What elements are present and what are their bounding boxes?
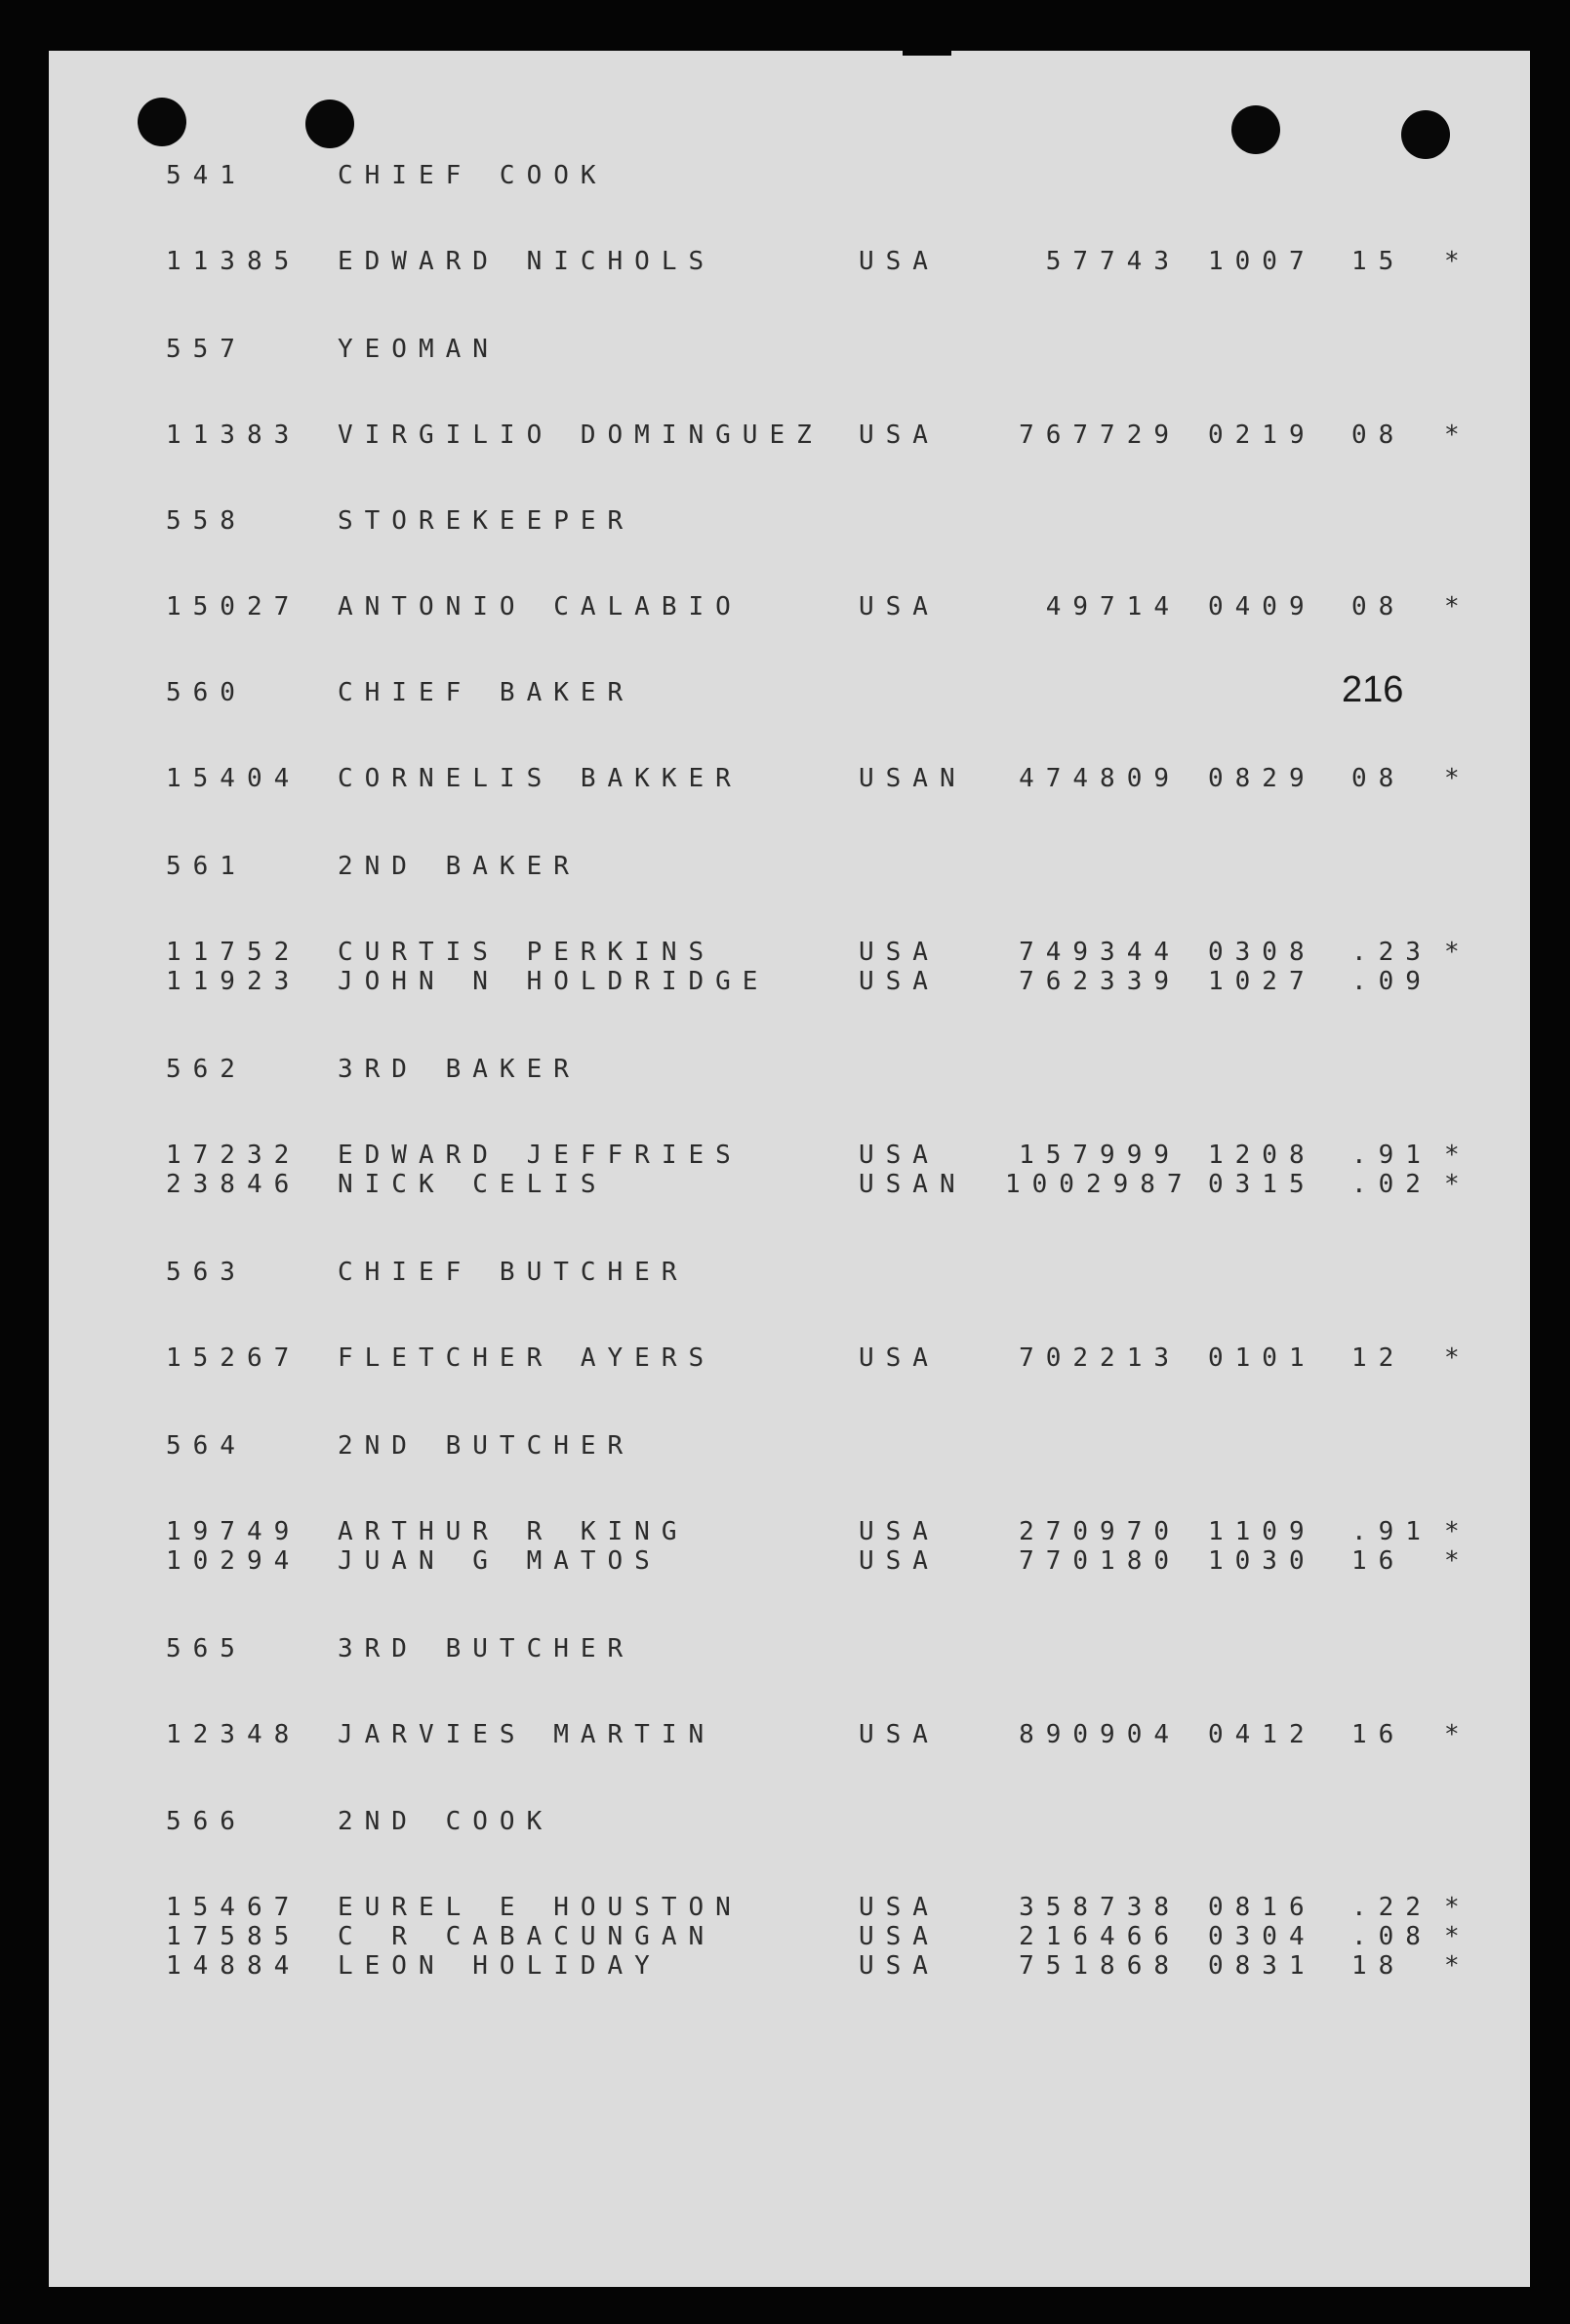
year-code: 15 xyxy=(1351,247,1406,276)
nationality: USAN xyxy=(859,1170,967,1199)
position-title: YEOMAN xyxy=(338,335,500,364)
date-code: 0308 xyxy=(1208,938,1316,967)
nationality: USA xyxy=(859,1141,940,1170)
row-mark: * xyxy=(1444,1517,1460,1546)
crew-id: 17232 xyxy=(166,1141,302,1170)
crew-id: 23846 xyxy=(166,1170,302,1199)
crew-name: EDWARD NICHOLS xyxy=(338,247,716,276)
page-number: 216 xyxy=(1342,669,1404,710)
date-code: 0829 xyxy=(1208,764,1316,793)
crew-name: EUREL E HOUSTON xyxy=(338,1893,743,1922)
crew-name: FLETCHER AYERS xyxy=(338,1343,716,1373)
row-mark: * xyxy=(1444,1893,1460,1922)
crew-id: 19749 xyxy=(166,1517,302,1546)
crew-name: LEON HOLIDAY xyxy=(338,1951,662,1981)
row-mark: * xyxy=(1444,764,1460,793)
nationality: USA xyxy=(859,967,940,996)
punch-hole xyxy=(305,100,354,148)
year-code: 08 xyxy=(1351,421,1406,450)
date-code: 1109 xyxy=(1208,1517,1316,1546)
crew-id: 11385 xyxy=(166,247,302,276)
nationality: USA xyxy=(859,938,940,967)
date-code: 0831 xyxy=(1208,1951,1316,1981)
year-code: 18 xyxy=(1351,1951,1406,1981)
crew-name: NICK CELIS xyxy=(338,1170,608,1199)
date-code: 0101 xyxy=(1208,1343,1316,1373)
crew-name: VIRGILIO DOMINGUEZ xyxy=(338,421,824,450)
date-code: 0412 xyxy=(1208,1720,1316,1749)
nationality: USA xyxy=(859,1922,940,1951)
year-code: .91 xyxy=(1351,1517,1432,1546)
position-title: 3RD BUTCHER xyxy=(338,1634,635,1663)
position-code: 541 xyxy=(166,161,247,190)
position-code: 561 xyxy=(166,852,247,881)
document-number: 474809 xyxy=(1019,764,1181,793)
position-title: 2ND COOK xyxy=(338,1807,554,1836)
row-mark: * xyxy=(1444,247,1460,276)
year-code: .08 xyxy=(1351,1922,1432,1951)
position-title: 2ND BAKER xyxy=(338,852,581,881)
year-code: 08 xyxy=(1351,764,1406,793)
document-number: 762339 xyxy=(1019,967,1181,996)
crew-name: JOHN N HOLDRIDGE xyxy=(338,967,770,996)
year-code: 16 xyxy=(1351,1720,1406,1749)
punch-hole xyxy=(1231,105,1280,154)
position-code: 557 xyxy=(166,335,247,364)
position-title: CHIEF BUTCHER xyxy=(338,1258,689,1287)
document-number: 702213 xyxy=(1019,1343,1181,1373)
crew-id: 15404 xyxy=(166,764,302,793)
nationality: USA xyxy=(859,1517,940,1546)
date-code: 1208 xyxy=(1208,1141,1316,1170)
document-number: 270970 xyxy=(1019,1517,1181,1546)
row-mark: * xyxy=(1444,1141,1460,1170)
crew-id: 10294 xyxy=(166,1546,302,1576)
nationality: USA xyxy=(859,1893,940,1922)
nationality: USA xyxy=(859,247,940,276)
position-title: 2ND BUTCHER xyxy=(338,1431,635,1461)
crew-name: EDWARD JEFFRIES xyxy=(338,1141,743,1170)
crew-id: 15467 xyxy=(166,1893,302,1922)
date-code: 0315 xyxy=(1208,1170,1316,1199)
row-mark: * xyxy=(1444,1951,1460,1981)
crew-id: 17585 xyxy=(166,1922,302,1951)
crew-id: 12348 xyxy=(166,1720,302,1749)
year-code: .22 xyxy=(1351,1893,1432,1922)
document-number: 749344 xyxy=(1019,938,1181,967)
position-title: CHIEF COOK xyxy=(338,161,608,190)
crew-name: ANTONIO CALABIO xyxy=(338,592,743,621)
document-number: 49714 xyxy=(1045,592,1181,621)
year-code: 12 xyxy=(1351,1343,1406,1373)
row-mark: * xyxy=(1444,938,1460,967)
row-mark: * xyxy=(1444,1170,1460,1199)
row-mark: * xyxy=(1444,592,1460,621)
punch-hole xyxy=(138,98,186,146)
row-mark: * xyxy=(1444,1720,1460,1749)
row-mark: * xyxy=(1444,1546,1460,1576)
document-number: 767729 xyxy=(1019,421,1181,450)
crew-name: JUAN G MATOS xyxy=(338,1546,662,1576)
date-code: 0304 xyxy=(1208,1922,1316,1951)
crew-name: CURTIS PERKINS xyxy=(338,938,716,967)
date-code: 1030 xyxy=(1208,1546,1316,1576)
crew-name: CORNELIS BAKKER xyxy=(338,764,743,793)
year-code: .23 xyxy=(1351,938,1432,967)
position-code: 566 xyxy=(166,1807,247,1836)
document-number: 157999 xyxy=(1019,1141,1181,1170)
nationality: USAN xyxy=(859,764,967,793)
punch-hole xyxy=(1401,110,1450,159)
position-title: CHIEF BAKER xyxy=(338,678,635,707)
position-code: 565 xyxy=(166,1634,247,1663)
nationality: USA xyxy=(859,592,940,621)
position-code: 562 xyxy=(166,1055,247,1084)
year-code: .02 xyxy=(1351,1170,1432,1199)
document-number: 751868 xyxy=(1019,1951,1181,1981)
date-code: 0816 xyxy=(1208,1893,1316,1922)
position-title: STOREKEEPER xyxy=(338,506,635,536)
year-code: .91 xyxy=(1351,1141,1432,1170)
position-code: 564 xyxy=(166,1431,247,1461)
position-code: 558 xyxy=(166,506,247,536)
document-number: 358738 xyxy=(1019,1893,1181,1922)
crew-id: 11752 xyxy=(166,938,302,967)
date-code: 0409 xyxy=(1208,592,1316,621)
crew-id: 15027 xyxy=(166,592,302,621)
crew-id: 15267 xyxy=(166,1343,302,1373)
crew-id: 11383 xyxy=(166,421,302,450)
position-code: 560 xyxy=(166,678,247,707)
nationality: USA xyxy=(859,1951,940,1981)
row-mark: * xyxy=(1444,421,1460,450)
document-number: 890904 xyxy=(1019,1720,1181,1749)
crew-id: 14884 xyxy=(166,1951,302,1981)
position-code: 563 xyxy=(166,1258,247,1287)
crew-name: JARVIES MARTIN xyxy=(338,1720,716,1749)
year-code: .09 xyxy=(1351,967,1432,996)
row-mark: * xyxy=(1444,1343,1460,1373)
date-code: 1027 xyxy=(1208,967,1316,996)
nationality: USA xyxy=(859,1343,940,1373)
position-title: 3RD BAKER xyxy=(338,1055,581,1084)
nationality: USA xyxy=(859,1546,940,1576)
nationality: USA xyxy=(859,1720,940,1749)
date-code: 0219 xyxy=(1208,421,1316,450)
document-number: 770180 xyxy=(1019,1546,1181,1576)
date-code: 1007 xyxy=(1208,247,1316,276)
paper-tab xyxy=(903,51,951,56)
document-number: 1002987 xyxy=(1005,1170,1194,1199)
crew-name: C R CABACUNGAN xyxy=(338,1922,716,1951)
document-number: 216466 xyxy=(1019,1922,1181,1951)
nationality: USA xyxy=(859,421,940,450)
year-code: 16 xyxy=(1351,1546,1406,1576)
year-code: 08 xyxy=(1351,592,1406,621)
document-number: 57743 xyxy=(1045,247,1181,276)
crew-name: ARTHUR R KING xyxy=(338,1517,689,1546)
row-mark: * xyxy=(1444,1922,1460,1951)
crew-id: 11923 xyxy=(166,967,302,996)
